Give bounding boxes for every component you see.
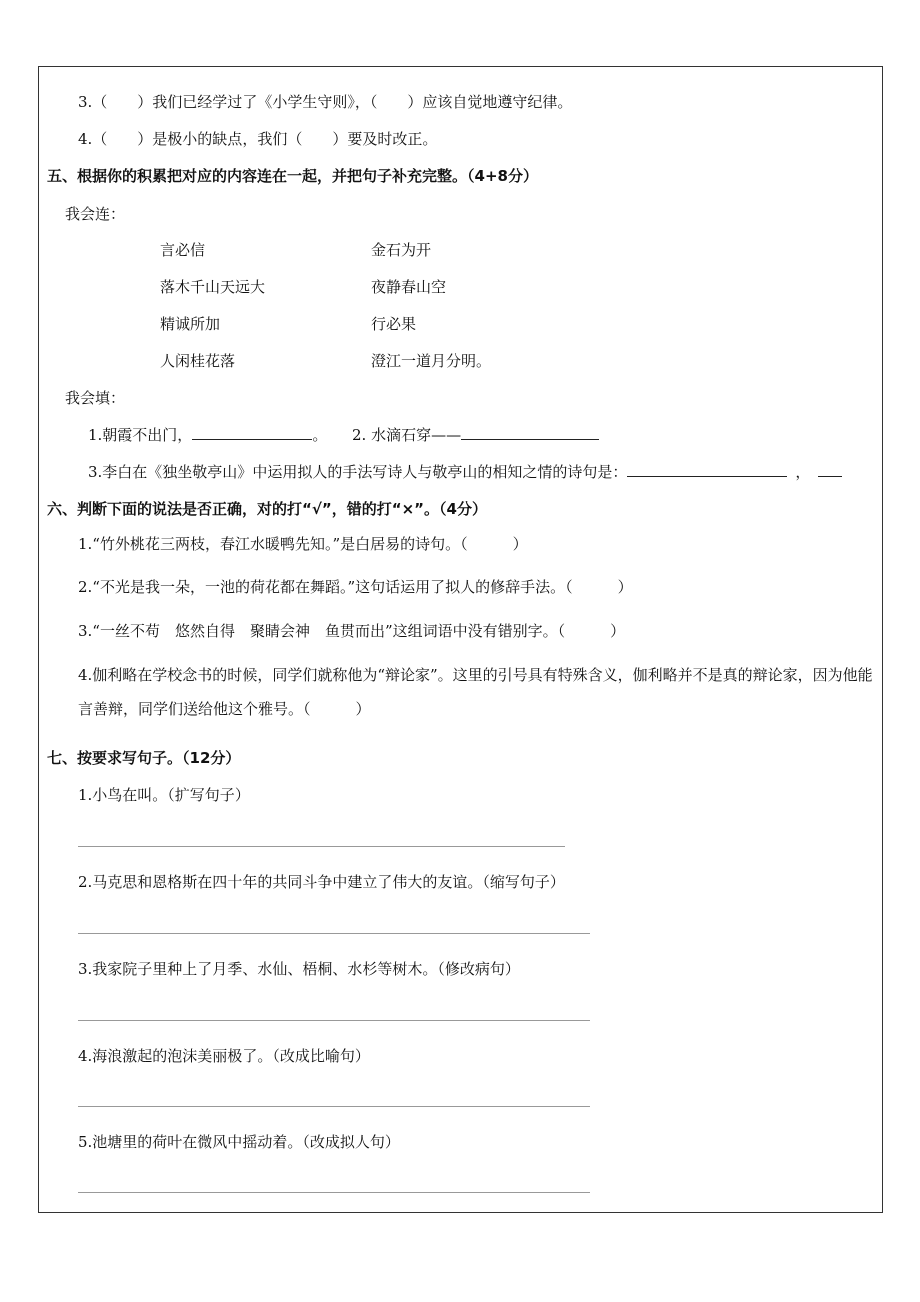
section-7-title: 七、按要求写句子。（12分） — [47, 749, 241, 767]
answer-line-2[interactable] — [78, 933, 590, 934]
answer-line-1[interactable] — [78, 846, 565, 847]
fill-item-2 — [352, 425, 599, 445]
judge-1: 1.“竹外桃花三两枝，春江水暖鸭先知。”是白居易的诗句。（ ） — [78, 535, 528, 553]
question-4-3: 3.（ ）我们已经学过了《小学生守则》，（ ）应该自觉地遵守纪律。 — [78, 93, 573, 111]
fill-label: 我会填： — [65, 389, 126, 407]
question-4-4: 4.（ ）是极小的缺点，我们（ ）要及时改正。 — [78, 130, 438, 148]
rewrite-1: 1.小鸟在叫。（扩写句子） — [78, 786, 250, 804]
judge-3: 3.“一丝不苟 悠然自得 聚睛会神 鱼贯而出”这组词语中没有错别字。（ ） — [78, 622, 626, 640]
judge-4: 4.伽利略在学校念书的时候，同学们就称他为“辩论家”。这里的引号具有特殊含义，伽利略并不是真的辩论家，因为他能言善辩，同学们送给他这个雅号。（ ） — [78, 666, 873, 718]
fill-item-1 — [88, 425, 327, 445]
answer-line-3[interactable] — [78, 1020, 590, 1021]
fill-2-prefix: 2. 水滴石穿—— — [352, 426, 462, 444]
connect-right-item: 金石为开 — [371, 241, 432, 259]
fill-1-blank[interactable] — [192, 425, 312, 440]
fill-3-blank-a[interactable] — [627, 462, 787, 477]
fill-1-suffix: 。 — [312, 426, 328, 444]
judge-2: 2.“不光是我一朵，一池的荷花都在舞蹈。”这句话运用了拟人的修辞手法。（ ） — [78, 578, 633, 596]
fill-3-mid: ， — [795, 463, 811, 481]
connect-left-item: 落木千山天远大 — [160, 278, 266, 296]
fill-2-blank[interactable] — [461, 425, 599, 440]
section-5-title: 五、根据你的积累把对应的内容连在一起，并把句子补充完整。（4+8分） — [47, 167, 538, 185]
answer-line-5[interactable] — [78, 1192, 590, 1193]
fill-item-3 — [88, 462, 842, 482]
connect-right-item: 行必果 — [371, 315, 417, 333]
rewrite-3: 3.我家院子里种上了月季、水仙、梧桐、水杉等树木。（修改病句） — [78, 960, 520, 978]
connect-right-item: 夜静春山空 — [371, 278, 447, 296]
connect-left-item: 言必信 — [160, 241, 206, 259]
fill-3-prefix: 3.李白在《独坐敬亭山》中运用拟人的手法写诗人与敬亭山的相知之情的诗句是： — [88, 463, 628, 481]
section-6-title: 六、判断下面的说法是否正确，对的打“√”，错的打“×”。（4分） — [47, 500, 487, 518]
answer-line-4[interactable] — [78, 1106, 590, 1107]
connect-left-item: 人闲桂花落 — [160, 352, 236, 370]
fill-3-blank-b[interactable] — [818, 462, 842, 477]
rewrite-5: 5.池塘里的荷叶在微风中摇动着。（改成拟人句） — [78, 1133, 400, 1151]
connect-left-item: 精诚所加 — [160, 315, 221, 333]
connect-right-item: 澄江一道月分明。 — [371, 352, 492, 370]
rewrite-2: 2.马克思和恩格斯在四十年的共同斗争中建立了伟大的友谊。（缩写句子） — [78, 873, 565, 891]
rewrite-4: 4.海浪激起的泡沫美丽极了。（改成比喻句） — [78, 1047, 370, 1065]
connect-label: 我会连： — [65, 205, 126, 223]
fill-1-prefix: 1.朝霞不出门， — [88, 426, 193, 444]
